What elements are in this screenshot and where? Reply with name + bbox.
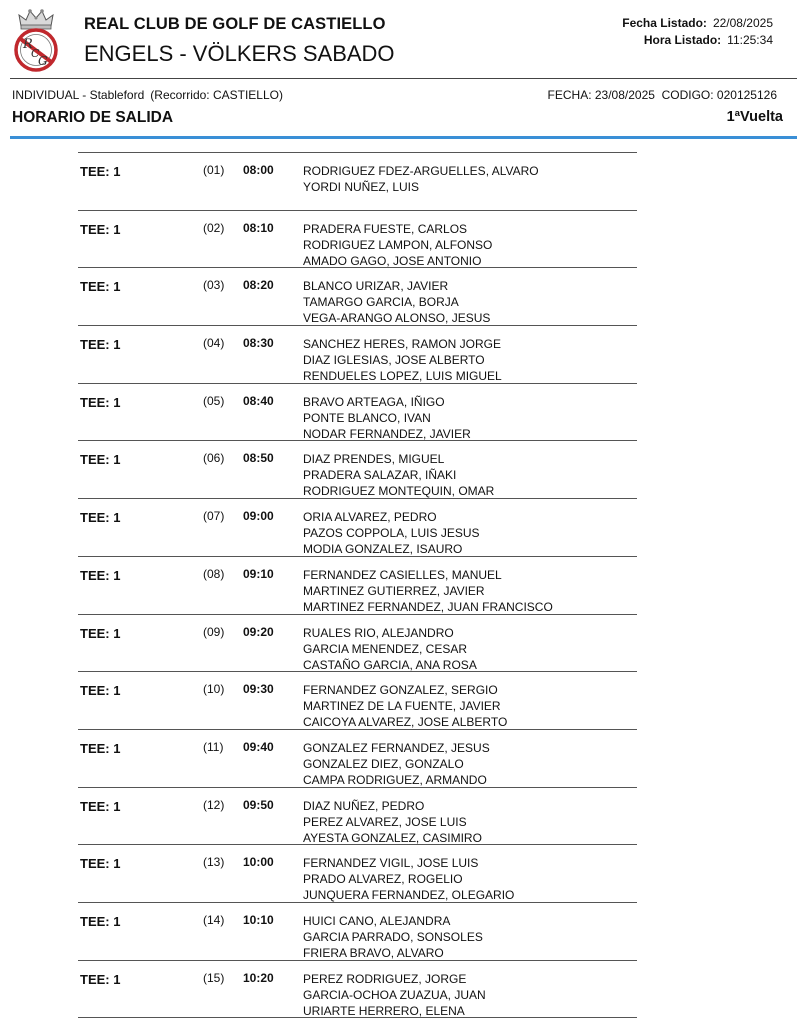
player-list [303,913,483,961]
player-name: DIAZ NUÑEZ, PEDRO [303,798,425,813]
player-list [303,451,494,499]
tee-label: TEE: 1 [80,337,121,353]
group-number: (15) [203,970,225,985]
tee-label: TEE: 1 [80,394,121,410]
player-name: RENDUELES LOPEZ, LUIS MIGUEL [303,369,502,384]
group-number: (03) [203,278,225,293]
tee-label: TEE: 1 [80,567,121,583]
group-number: (09) [203,624,225,639]
player-name: AMADO GAGO, JOSE ANTONIO [303,253,482,268]
group-number: (11) [203,739,224,754]
player-name: MODIA GONZALEZ, ISAURO [303,542,463,557]
player-name: GARCIA-OCHOA ZUAZUA, JUAN [303,987,486,1002]
tee-time-group [78,153,637,211]
tee-times-list [78,152,637,1018]
player-name: PEREZ RODRIGUEZ, JORGE [303,971,467,986]
player-name: BRAVO ARTEAGA, IÑIGO [303,394,445,409]
player-name: CAICOYA ALVAREZ, JOSE ALBERTO [303,715,508,730]
tee-label: TEE: 1 [80,856,121,872]
player-list [303,855,514,903]
hora-listado-value: 11:25:34 [727,33,773,47]
start-time: 08:40 [243,393,274,408]
fecha-listado-value: 22/08/2025 [712,16,773,30]
tee-label: TEE: 1 [80,683,121,699]
start-time: 10:00 [243,855,274,870]
tee-time-group [78,268,637,326]
tee-label: TEE: 1 [80,164,121,179]
player-name: URIARTE HERRERO, ELENA [303,1003,465,1018]
start-time: 09:30 [243,682,274,697]
tee-label: TEE: 1 [80,798,121,814]
player-name: RUALES RIO, ALEJANDRO [303,625,454,640]
group-number: (05) [203,393,225,408]
tee-label: TEE: 1 [80,913,121,929]
player-name: GARCIA PARRADO, SONSOLES [303,929,483,944]
player-name: PAZOS COPPOLA, LUIS JESUS [303,526,480,541]
club-logo-icon [10,6,62,72]
tee-time-group [78,384,637,442]
tee-time-group [78,903,637,961]
player-list [303,567,553,615]
group-number: (07) [203,509,225,524]
fecha-codigo: FECHA: 23/08/2025 CODIGO: 020125126 [547,88,777,102]
round-label: 1ªVuelta [726,109,783,125]
tee-time-group [78,499,637,557]
start-time: 09:20 [243,624,274,639]
player-name: PRADO ALVAREZ, ROGELIO [303,872,463,887]
tee-time-group [78,961,637,1019]
tee-time-group [78,441,637,499]
player-name: GONZALEZ DIEZ, GONZALO [303,756,464,771]
start-time: 08:20 [243,278,274,293]
player-name: HUICI CANO, ALEJANDRA [303,913,451,928]
player-name: DIAZ IGLESIAS, JOSE ALBERTO [303,353,485,368]
player-list [303,394,471,442]
player-name: FERNANDEZ CASIELLES, MANUEL [303,567,502,582]
player-name: CASTAÑO GARCIA, ANA ROSA [303,657,477,672]
group-number: (02) [203,220,225,235]
fecha-listado-label: Fecha Listado: [622,16,707,30]
group-number: (13) [203,855,225,870]
listado-info [622,15,773,49]
player-list [303,163,539,195]
player-name: AYESTA GONZALEZ, CASIMIRO [303,830,482,845]
player-name: TAMARGO GARCIA, BORJA [303,295,459,310]
club-name: REAL CLUB DE GOLF DE CASTIELLO [84,15,386,33]
player-list [303,971,486,1019]
player-name: SANCHEZ HERES, RAMON JORGE [303,337,502,352]
player-name: VEGA-ARANGO ALONSO, JESUS [303,311,491,326]
tee-time-group [78,211,637,269]
player-name: GONZALEZ FERNANDEZ, JESUS [303,740,490,755]
player-name: RODRIGUEZ FDEZ-ARGUELLES, ALVARO [303,164,539,178]
player-list [303,682,507,730]
player-name: MARTINEZ GUTIERREZ, JAVIER [303,583,485,598]
player-list [303,221,492,269]
start-time: 09:40 [243,739,274,754]
tee-label: TEE: 1 [80,279,121,295]
player-name: MARTINEZ FERNANDEZ, JUAN FRANCISCO [303,599,553,614]
player-name: FRIERA BRAVO, ALVARO [303,945,444,960]
start-time: 08:00 [243,163,274,177]
section-title: HORARIO DE SALIDA [12,109,174,126]
tee-label: TEE: 1 [80,740,121,756]
accent-divider [10,136,797,139]
start-time: 08:50 [243,451,274,466]
player-name: PRADERA FUESTE, CARLOS [303,221,468,236]
tee-time-group [78,615,637,673]
logo-letter-c: C [31,47,40,60]
player-name: FERNANDEZ VIGIL, JOSE LUIS [303,856,479,871]
tee-label: TEE: 1 [80,510,121,526]
tee-label: TEE: 1 [80,221,121,237]
start-time: 08:10 [243,220,274,235]
player-name: RODRIGUEZ MONTEQUIN, OMAR [303,484,495,499]
competition-info [12,88,283,102]
player-name: ORIA ALVAREZ, PEDRO [303,510,437,525]
group-number: (06) [203,451,225,466]
group-number: (08) [203,566,225,581]
player-list [303,625,477,673]
start-time: 10:10 [243,912,274,927]
start-time: 09:10 [243,566,274,581]
player-name: PRADERA SALAZAR, IÑAKI [303,468,457,483]
player-name: NODAR FERNANDEZ, JAVIER [303,426,471,441]
tee-time-group [78,326,637,384]
player-name: YORDI NUÑEZ, LUIS [303,180,420,194]
tee-time-group [78,730,637,788]
header-divider [10,78,797,79]
player-name: RODRIGUEZ LAMPON, ALFONSO [303,237,493,252]
player-name: MARTINEZ DE LA FUENTE, JAVIER [303,699,501,714]
tee-time-group [78,788,637,846]
course: (Recorrido: CASTIELLO) [150,88,283,102]
player-name: CAMPA RODRIGUEZ, ARMANDO [303,772,487,787]
start-time: 10:20 [243,970,274,985]
tee-label: TEE: 1 [80,971,121,987]
tee-time-group [78,845,637,903]
modality: INDIVIDUAL - Stableford [12,88,145,102]
player-list [303,798,482,846]
tee-time-group [78,557,637,615]
player-list [303,278,490,326]
tee-time-group [78,672,637,730]
start-time: 09:50 [243,797,274,812]
player-list [303,740,490,788]
group-number: (01) [203,163,225,177]
player-list [303,336,502,384]
group-number: (14) [203,912,225,927]
tee-label: TEE: 1 [80,625,121,641]
player-name: BLANCO URIZAR, JAVIER [303,279,449,294]
logo-letter-g: G [38,54,48,68]
group-number: (10) [203,682,225,697]
event-name: ENGELS - VÖLKERS SABADO [84,41,395,66]
player-name: GARCIA MENENDEZ, CESAR [303,641,468,656]
group-number: (12) [203,797,225,812]
player-name: DIAZ PRENDES, MIGUEL [303,452,445,467]
group-number: (04) [203,336,225,351]
start-time: 08:30 [243,336,274,351]
player-name: JUNQUERA FERNANDEZ, OLEGARIO [303,888,515,903]
logo-letter-r: R [23,37,33,52]
player-name: PEREZ ALVAREZ, JOSE LUIS [303,814,467,829]
start-time: 09:00 [243,509,274,524]
player-name: FERNANDEZ GONZALEZ, SERGIO [303,683,498,698]
player-list [303,509,480,557]
player-name: PONTE BLANCO, IVAN [303,410,431,425]
hora-listado-label: Hora Listado: [643,33,722,47]
tee-label: TEE: 1 [80,452,121,468]
